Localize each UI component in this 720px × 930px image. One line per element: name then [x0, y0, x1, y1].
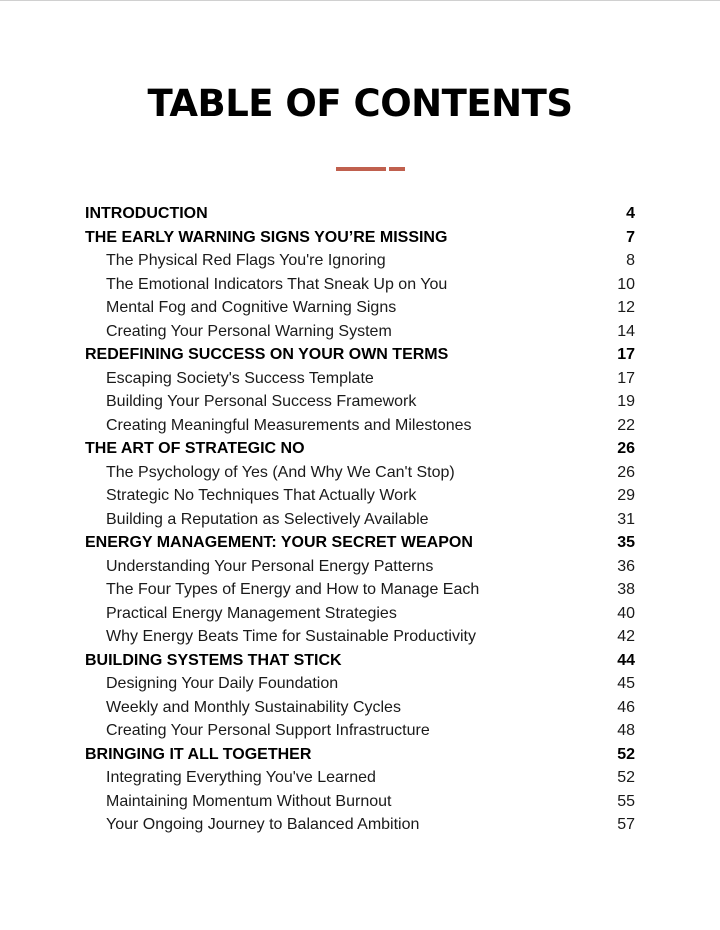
toc-section-entry[interactable]: [85, 790, 635, 814]
page-top-border: [0, 0, 720, 1]
toc-page-number: 26: [617, 463, 635, 481]
toc-entry-title: Strategic No Techniques That Actually Work: [106, 487, 417, 504]
toc-page-number: 44: [617, 651, 635, 669]
toc-entry-title: Creating Your Personal Support Infrastructure: [106, 722, 430, 739]
toc-section-entry[interactable]: [85, 578, 635, 602]
toc-page-number: 19: [617, 393, 635, 410]
toc-page-number: 8: [626, 252, 635, 269]
toc-entry-title: Mental Fog and Cognitive Warning Signs: [106, 299, 397, 316]
toc-chapter-entry[interactable]: [85, 437, 635, 461]
toc-page-number: 17: [617, 346, 635, 363]
toc-entry-title: The Physical Red Flags You're Ignoring: [106, 252, 386, 269]
toc-entry-title: Creating Your Personal Warning System: [106, 322, 392, 340]
toc-page-number: 29: [617, 487, 635, 504]
toc-section-entry[interactable]: [85, 602, 635, 626]
toc-page-number: 12: [617, 299, 635, 316]
toc-entry-title: Creating Meaningful Measurements and Milestones: [106, 416, 472, 434]
toc-section-entry[interactable]: [85, 672, 635, 696]
toc-page-number: 22: [617, 416, 635, 434]
toc-entry-title: Designing Your Daily Foundation: [106, 675, 339, 692]
toc-entry-title: ENERGY MANAGEMENT: YOUR SECRET WEAPON: [85, 534, 473, 551]
toc-page-number: 55: [617, 792, 635, 810]
table-of-contents-list: [85, 202, 635, 837]
toc-page-number: 57: [617, 816, 635, 833]
toc-entry-title: REDEFINING SUCCESS ON YOUR OWN TERMS: [85, 346, 449, 363]
toc-entry-title: Building Your Personal Success Framework: [106, 393, 417, 410]
toc-page-number: 46: [617, 698, 635, 716]
toc-section-entry[interactable]: [85, 766, 635, 790]
toc-chapter-entry[interactable]: [85, 531, 635, 555]
toc-page-number: 17: [617, 369, 635, 387]
title-accent-divider: [336, 167, 405, 171]
toc-entry-title: BRINGING IT ALL TOGETHER: [85, 745, 312, 763]
toc-section-entry[interactable]: [85, 555, 635, 579]
toc-entry-title: THE ART OF STRATEGIC NO: [85, 440, 305, 457]
toc-section-entry[interactable]: [85, 719, 635, 743]
toc-section-entry[interactable]: [85, 696, 635, 720]
toc-entry-title: Escaping Society's Success Template: [106, 369, 374, 387]
toc-page-number: 35: [617, 534, 635, 551]
toc-section-entry[interactable]: [85, 320, 635, 344]
toc-chapter-entry[interactable]: [85, 202, 635, 226]
toc-entry-title: Practical Energy Management Strategies: [106, 604, 397, 622]
toc-page-number: 45: [617, 675, 635, 692]
toc-page-number: 4: [626, 205, 635, 222]
toc-chapter-entry[interactable]: [85, 649, 635, 673]
toc-entry-title: The Four Types of Energy and How to Manage Each: [106, 581, 480, 598]
toc-page-number: 52: [617, 769, 635, 786]
toc-section-entry[interactable]: [85, 367, 635, 391]
toc-section-entry[interactable]: [85, 813, 635, 837]
accent-bar-long: [336, 167, 386, 171]
toc-section-entry[interactable]: [85, 273, 635, 297]
toc-entry-title: Why Energy Beats Time for Sustainable Productivity: [106, 628, 476, 645]
toc-page-number: 48: [617, 722, 635, 739]
page-title: TABLE OF CONTENTS: [147, 82, 573, 125]
toc-entry-title: The Psychology of Yes (And Why We Can't Stop): [106, 463, 455, 481]
toc-page-number: 42: [617, 628, 635, 645]
toc-entry-title: Weekly and Monthly Sustainability Cycles: [106, 698, 401, 716]
toc-section-entry[interactable]: [85, 414, 635, 438]
toc-entry-title: Your Ongoing Journey to Balanced Ambition: [106, 816, 420, 833]
toc-entry-title: INTRODUCTION: [85, 205, 208, 222]
toc-entry-title: THE EARLY WARNING SIGNS YOU’RE MISSING: [85, 228, 448, 246]
toc-page-number: 31: [617, 510, 635, 528]
toc-page-number: 10: [617, 275, 635, 293]
toc-entry-title: Building a Reputation as Selectively Available: [106, 510, 429, 528]
toc-section-entry[interactable]: [85, 508, 635, 532]
toc-entry-title: Integrating Everything You've Learned: [106, 769, 376, 786]
toc-chapter-entry[interactable]: [85, 343, 635, 367]
toc-section-entry[interactable]: [85, 249, 635, 273]
toc-section-entry[interactable]: [85, 625, 635, 649]
accent-bar-short: [389, 167, 405, 171]
toc-page-number: 40: [617, 604, 635, 622]
toc-chapter-entry[interactable]: [85, 226, 635, 250]
toc-chapter-entry[interactable]: [85, 743, 635, 767]
toc-entry-title: BUILDING SYSTEMS THAT STICK: [85, 651, 342, 669]
toc-section-entry[interactable]: [85, 461, 635, 485]
toc-page-number: 38: [617, 581, 635, 598]
toc-section-entry[interactable]: [85, 390, 635, 414]
toc-page-number: 26: [617, 440, 635, 457]
toc-section-entry[interactable]: [85, 484, 635, 508]
toc-page-number: 7: [626, 228, 635, 246]
toc-entry-title: The Emotional Indicators That Sneak Up on You: [106, 275, 448, 293]
toc-page-number: 52: [617, 745, 635, 763]
toc-page-number: 14: [617, 322, 635, 340]
toc-entry-title: Maintaining Momentum Without Burnout: [106, 792, 392, 810]
toc-page-number: 36: [617, 557, 635, 575]
toc-section-entry[interactable]: [85, 296, 635, 320]
toc-entry-title: Understanding Your Personal Energy Patterns: [106, 557, 434, 575]
